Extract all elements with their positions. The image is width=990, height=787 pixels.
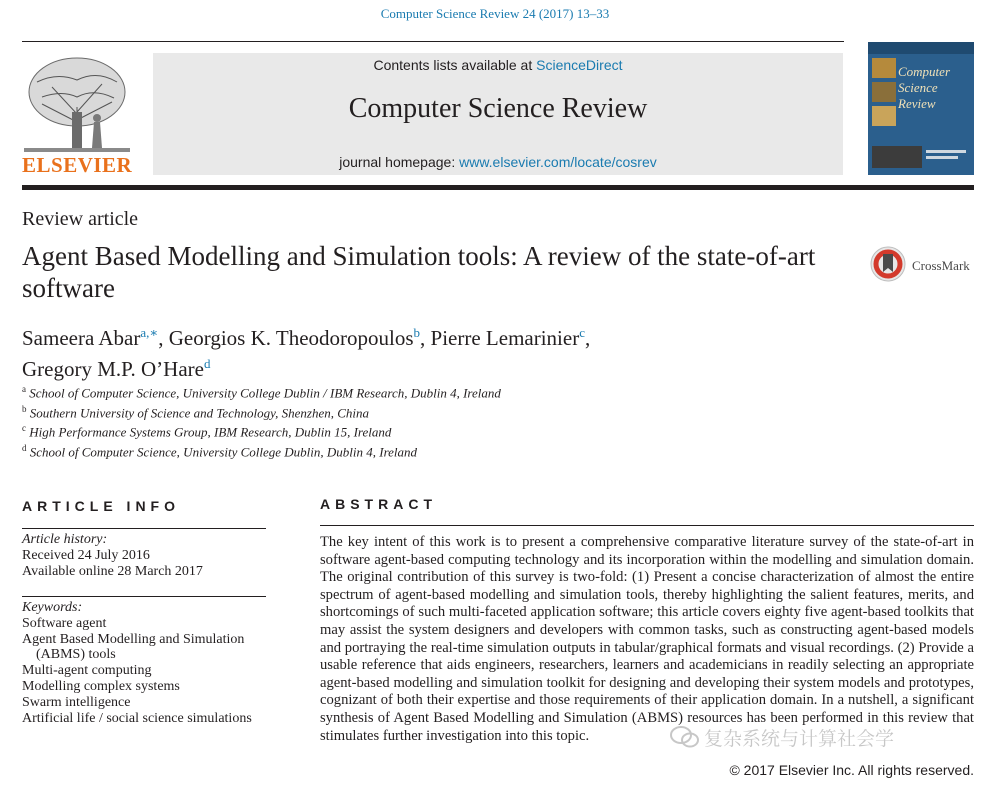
journal-banner — [153, 53, 843, 175]
homepage-prefix: journal homepage: — [339, 154, 460, 170]
wechat-watermark — [670, 722, 970, 752]
keyword-item: Software agent — [22, 615, 107, 631]
elsevier-logo[interactable] — [22, 52, 132, 176]
keyword-item: (ABMS) tools — [36, 647, 116, 663]
homepage-link[interactable]: www.elsevier.com/locate/cosrev — [459, 154, 657, 170]
article-info-heading: ARTICLE INFO — [22, 498, 180, 514]
contents-line — [153, 57, 843, 73]
affiliation-marker: c — [22, 423, 26, 433]
affiliation-text: Southern University of Science and Technology, Shenzhen, China — [29, 404, 370, 420]
keyword-item: Agent Based Modelling and Simulation — [22, 631, 245, 647]
crossmark-icon — [870, 245, 906, 283]
affiliation-item — [22, 380, 722, 400]
homepage-line — [153, 154, 843, 170]
crossmark-label: CrossMark — [912, 258, 970, 273]
keyword-item: Modelling complex systems — [22, 678, 180, 694]
article-title: Agent Based Modelling and Simulation tools: A review of the state-of-art software — [22, 241, 816, 303]
contents-prefix: Contents lists available at — [373, 57, 537, 73]
cover-image-2 — [872, 82, 896, 102]
elsevier-wordmark: ELSEVIER — [22, 153, 133, 177]
author-separator: , — [158, 326, 169, 350]
affiliation-marker: a — [22, 384, 26, 394]
keywords-divider — [22, 596, 266, 597]
author-separator: , — [420, 326, 431, 350]
header-thick-divider — [22, 185, 974, 190]
affiliation-marker: d — [22, 442, 27, 453]
article-type: Review article — [22, 208, 139, 230]
author-name[interactable]: Sameera Abar — [22, 326, 141, 350]
affiliation-item — [22, 419, 722, 439]
cover-title-line: Science — [898, 80, 938, 95]
author-name[interactable]: Gregory M.P. O’Hare — [22, 357, 204, 381]
cover-text-line — [926, 156, 958, 159]
copyright-notice: © 2017 Elsevier Inc. All rights reserved. — [729, 762, 974, 778]
affiliation-marker: b — [22, 403, 27, 414]
journal-citation[interactable]: Computer Science Review 24 (2017) 13–33 — [380, 6, 610, 21]
author-list — [22, 320, 722, 382]
sciencedirect-link[interactable]: ScienceDirect — [536, 57, 623, 73]
affiliation-text: High Performance Systems Group, IBM Research, Dublin 15, Ireland — [29, 424, 392, 440]
wechat-icon — [670, 724, 700, 750]
journal-name[interactable]: Computer Science Review — [348, 93, 648, 124]
cover-title — [898, 64, 950, 112]
keywords-section — [22, 600, 272, 726]
received-date: Received 24 July 2016 — [22, 548, 150, 563]
author-name[interactable]: Pierre Lemarinier — [430, 326, 580, 350]
history-label: Article history: — [22, 532, 108, 547]
author-affiliation-marker[interactable]: d — [203, 356, 211, 371]
keywords-label: Keywords: — [22, 600, 83, 615]
watermark-text: 复杂系统与计算社会学 — [704, 728, 895, 750]
available-online-date: Available online 28 March 2017 — [22, 564, 203, 579]
author-affiliation-marker[interactable]: c — [579, 325, 585, 340]
affiliation-text: School of Computer Science, University College Dublin / IBM Research, Dublin 4, Ireland — [29, 385, 501, 401]
article-info-divider — [22, 528, 266, 529]
crossmark-badge[interactable] — [870, 245, 980, 285]
cover-title-line: Review — [898, 96, 936, 111]
abstract-divider — [320, 525, 974, 526]
cover-top-strip — [868, 42, 974, 54]
cover-title-line: Computer — [898, 64, 950, 79]
keyword-item: Artificial life / social science simulations — [22, 710, 252, 726]
article-history — [22, 532, 272, 580]
cover-image-1 — [872, 58, 896, 78]
affiliation-list — [22, 380, 722, 458]
keyword-item: Multi-agent computing — [22, 663, 152, 679]
header-divider — [22, 41, 844, 42]
author-separator: , — [584, 326, 591, 350]
journal-cover-thumbnail[interactable] — [868, 42, 974, 175]
affiliation-item — [22, 439, 722, 459]
author-affiliation-marker[interactable]: a,∗ — [140, 325, 159, 340]
cover-text-line — [926, 150, 966, 153]
abstract-text: The key intent of this work is to present a comprehensive comparative literature survey of the state-of-art in software agent-based computing technology and its incorporation within the modelling and simulation domain. The original contribution of this survey is two-fold: (1) Present a concise characterization of almost the entire spectrum of agent-based modelling and simulation tools, thereby highlighting the salient features, merits, and shortcomings of such multi-faceted application software; this article covers eighty five agent-based toolkits that may assist the system designers and developers with common tasks, such as constructing agent-based models and portraying the real-time simulation outputs in tabular/graphical formats and visual recordings. (2) Provide a usable reference that aids engineers, researchers, learners and academicians in readily selecting an appropriate agent-based modelling and simulation toolkit for designing and developing their system models and prototypes, cognizant of both their expertise and those requirements of their application domain. In a nutshell, a significant synthesis of Agent Based Modelling and Simulation (ABMS) resources has been performed in this review that stimulates further investigation into this topic. — [320, 534, 974, 744]
author-affiliation-marker[interactable]: b — [413, 325, 421, 340]
author-name[interactable]: Georgios K. Theodoropoulos — [168, 326, 414, 350]
cover-image-4 — [872, 146, 922, 168]
keyword-item: Swarm intelligence — [22, 694, 131, 710]
affiliation-text: School of Computer Science, University College Dublin, Dublin 4, Ireland — [29, 443, 418, 459]
affiliation-item — [22, 400, 722, 420]
abstract-heading: ABSTRACT — [320, 496, 437, 512]
cover-image-3 — [872, 106, 896, 126]
